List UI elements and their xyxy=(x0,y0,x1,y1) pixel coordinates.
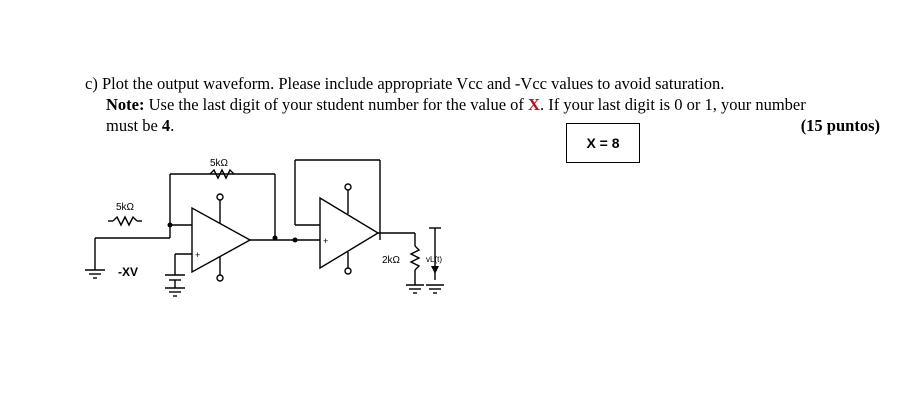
junction-inter xyxy=(293,238,298,243)
opamp2-vee-terminal xyxy=(345,268,351,274)
note-text-a: Use the last digit of your student number for the value of xyxy=(144,95,529,114)
question-line-2 xyxy=(106,96,806,114)
label-source: -XV xyxy=(118,265,139,279)
opamp2-vcc-terminal xyxy=(345,184,351,190)
question-line-3 xyxy=(106,117,174,135)
opamp1-vee-terminal xyxy=(217,275,223,281)
label-r-input: 5kΩ xyxy=(116,202,135,213)
label-r-load: 2kΩ xyxy=(382,255,401,266)
note-text-b: . If your last digit is 0 or 1, your number xyxy=(539,95,806,114)
marks-label: (15 puntos) xyxy=(800,116,880,135)
answer-box xyxy=(566,123,640,163)
opamp1-vcc-terminal xyxy=(217,194,223,200)
line3-value: 4 xyxy=(161,116,171,135)
junction-input xyxy=(168,223,173,228)
question-line-1 xyxy=(85,75,724,93)
question-text: c) Plot the output waveform. Please include appropriate Vcc and -Vcc values to avoid saturation. xyxy=(85,74,725,93)
circuit-diagram xyxy=(80,150,480,310)
opamp-1 xyxy=(192,208,250,272)
resistor-load xyxy=(411,246,419,270)
answer-value: X = 8 xyxy=(586,135,620,151)
opamp1-plus-label: + xyxy=(195,250,201,260)
vl-arrow-head xyxy=(431,266,439,274)
opamp2-plus-label: + xyxy=(323,236,329,246)
line3-end: . xyxy=(170,116,175,135)
note-label: Note: xyxy=(106,95,145,114)
note-x: X xyxy=(528,95,540,114)
junction-opamp1-out xyxy=(273,236,278,241)
line3-text: must be xyxy=(106,116,162,135)
opamp-2 xyxy=(320,198,378,268)
resistor-input xyxy=(113,217,137,225)
label-r-feedback: 5kΩ xyxy=(210,158,229,169)
label-output: vL(t) xyxy=(426,255,442,264)
